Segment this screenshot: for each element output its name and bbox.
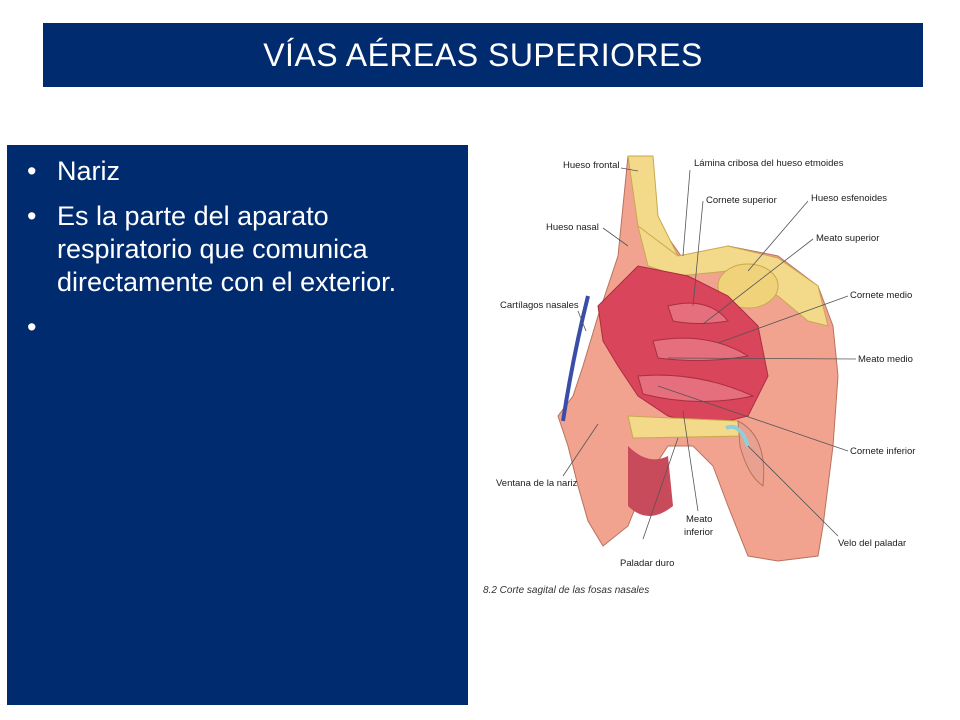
label-cartilagos-nasales: Cartílagos nasales xyxy=(500,300,579,311)
bullet-dot: • xyxy=(27,201,37,231)
bullet-item xyxy=(27,155,456,188)
label-cornete-inferior: Cornete inferior xyxy=(850,446,916,457)
label-meato-inferior: Meato xyxy=(686,514,713,525)
label-meato-inferior: inferior xyxy=(684,527,714,538)
content-panel xyxy=(7,145,468,705)
label-paladar-duro: Paladar duro xyxy=(620,558,675,569)
slide-title-bar xyxy=(43,23,923,87)
label-velo-paladar: Velo del paladar xyxy=(838,538,907,549)
nasal-anatomy-figure xyxy=(478,146,923,596)
slide-title: VÍAS AÉREAS SUPERIORES xyxy=(263,36,703,73)
bullet-text: Es la parte del aparato respiratorio que comunica directamente con el exterior. xyxy=(57,201,397,297)
bullet-text: Nariz xyxy=(57,156,121,186)
figure-caption: 8.2 Corte sagital de las fosas nasales xyxy=(483,585,650,596)
bullet-list xyxy=(27,155,456,342)
label-meato-superior: Meato superior xyxy=(816,233,880,244)
bullet-dot: • xyxy=(27,156,37,186)
label-hueso-nasal: Hueso nasal xyxy=(546,222,599,233)
label-lamina-cribosa: Lámina cribosa del hueso etmoides xyxy=(694,158,844,169)
leader-line xyxy=(683,170,690,256)
label-hueso-frontal: Hueso frontal xyxy=(563,160,620,171)
label-ventana-nariz: Ventana de la nariz xyxy=(496,478,578,489)
label-cornete-medio: Cornete medio xyxy=(850,290,913,301)
label-hueso-esfenoides: Hueso esfenoides xyxy=(811,193,888,204)
bullet-dot: • xyxy=(27,312,37,342)
label-meato-medio: Meato medio xyxy=(858,354,913,365)
nasal-cavity-diagram xyxy=(478,146,923,596)
bullet-item xyxy=(27,200,456,299)
label-cornete-superior: Cornete superior xyxy=(706,195,777,206)
